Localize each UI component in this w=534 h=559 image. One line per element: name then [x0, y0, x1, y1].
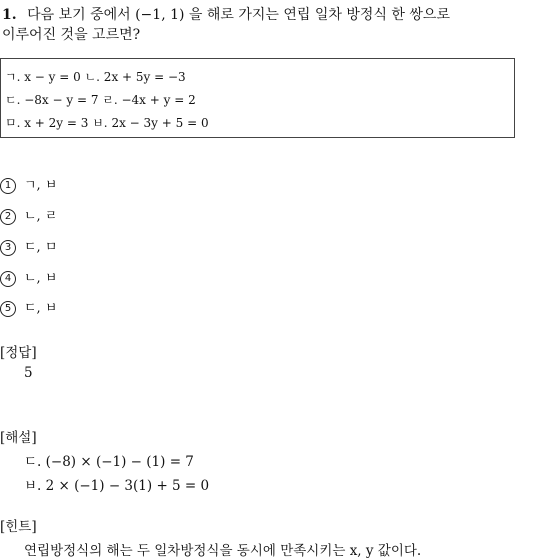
answer-label: [정답]: [0, 345, 37, 361]
answer-value: 5: [24, 365, 33, 381]
question-line-1: [2, 4, 450, 24]
explanation-line-1: ㄷ. (−8) × (−1) − (1) = 7: [24, 454, 194, 470]
question-number: 1.: [2, 7, 17, 23]
option-number-circle: 1: [0, 178, 16, 194]
option-3[interactable]: [0, 236, 57, 256]
option-number-circle: 5: [0, 301, 16, 317]
option-2[interactable]: [0, 205, 57, 225]
hint-text: 연립방정식의 해는 두 일차방정식을 동시에 만족시키는 x, y 값이다.: [24, 543, 422, 559]
choices-row-1: ㄱ. x − y = 0 ㄴ. 2x + 5y = −3: [5, 70, 186, 84]
option-number-circle: 4: [0, 271, 16, 287]
explanation-label: [해설]: [0, 430, 37, 446]
question-text-2: 이루어진 것을 고르면?: [2, 27, 141, 43]
choices-row-3: ㅁ. x + 2y = 3 ㅂ. 2x − 3y + 5 = 0: [5, 116, 209, 130]
explanation-line-2: ㅂ. 2 × (−1) − 3(1) + 5 = 0: [24, 478, 210, 494]
option-5[interactable]: [0, 297, 57, 317]
choices-row-2: ㄷ. −8x − y = 7 ㄹ. −4x + y = 2: [5, 93, 196, 107]
option-number-circle: 2: [0, 209, 16, 225]
option-text: ㄷ, ㅂ: [24, 301, 58, 316]
option-1[interactable]: [0, 174, 57, 194]
question-text-1: 다음 보기 중에서 (−1, 1) 을 해로 가지는 연립 일차 방정식 한 쌍으로: [27, 7, 450, 23]
choices-box: [0, 58, 515, 138]
option-4[interactable]: [0, 267, 57, 287]
hint-label: [힌트]: [0, 519, 37, 535]
question-line-2: [2, 24, 140, 44]
option-text: ㄷ, ㅁ: [24, 240, 58, 255]
option-text: ㄴ, ㅂ: [24, 271, 58, 286]
option-text: ㄱ, ㅂ: [24, 178, 58, 193]
option-text: ㄴ, ㄹ: [24, 209, 58, 224]
option-number-circle: 3: [0, 240, 16, 256]
